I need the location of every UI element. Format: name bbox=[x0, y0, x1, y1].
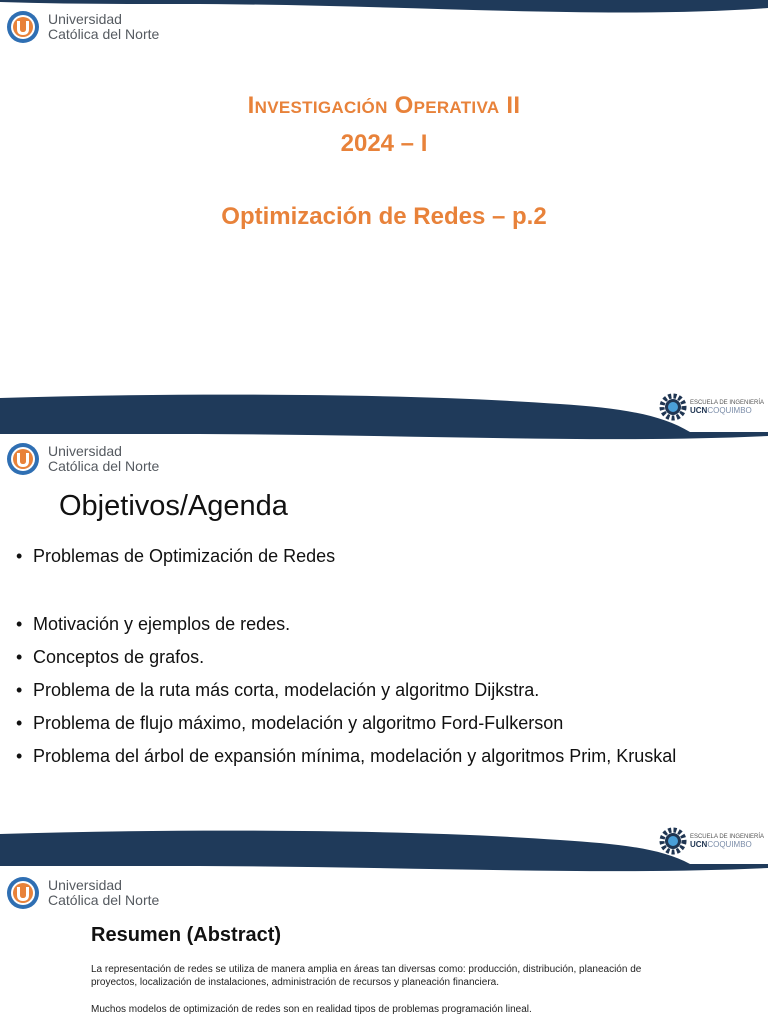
university-seal-icon bbox=[6, 442, 40, 476]
ucn-label: UCN bbox=[689, 840, 708, 849]
top-navy-band bbox=[0, 864, 768, 876]
university-logo bbox=[6, 442, 159, 476]
agenda-heading: Objetivos/Agenda bbox=[59, 490, 288, 522]
abstract-paragraph-1 bbox=[91, 963, 731, 989]
university-name-line1: Universidad bbox=[48, 11, 122, 27]
university-logo bbox=[6, 876, 159, 910]
university-name-line2: Católica del Norte bbox=[48, 458, 160, 474]
semester: 2024 – I bbox=[340, 130, 428, 157]
list-item: • Problema de la ruta más corta, modelación y algoritmo Dijkstra. bbox=[16, 680, 540, 700]
engineering-school-logo bbox=[658, 392, 764, 422]
university-name-line1: Universidad bbox=[48, 877, 122, 893]
university-name-line2: Católica del Norte bbox=[48, 26, 160, 42]
ucn-label: UCN bbox=[689, 406, 708, 415]
slide-abstract bbox=[0, 864, 768, 1024]
list-item: • Problemas de Optimización de Redes bbox=[16, 546, 336, 566]
abstract-paragraph-2: Muchos modelos de optimización de redes son en realidad tipos de problemas programación lineal. bbox=[91, 1004, 532, 1015]
gear-icon bbox=[658, 392, 688, 422]
city-label: COQUIMBO bbox=[707, 406, 752, 415]
city-label: COQUIMBO bbox=[707, 840, 752, 849]
school-label: ESCUELA DE INGENIERÍA bbox=[689, 400, 764, 406]
slide-title bbox=[0, 0, 768, 432]
university-seal-icon bbox=[6, 876, 40, 910]
abstract-paragraph-1-line1: La representación de redes se utiliza de manera amplia en áreas tan diversas como: producción, distribución, planeación de bbox=[91, 964, 642, 975]
bottom-navy-band bbox=[0, 392, 768, 432]
engineering-school-logo bbox=[658, 826, 764, 856]
list-item: • Problema de flujo máximo, modelación y algoritmo Ford-Fulkerson bbox=[16, 713, 564, 733]
list-item: • Problema del árbol de expansión mínima, modelación y algoritmos Prim, Kruskal bbox=[16, 746, 677, 766]
university-name-line1: Universidad bbox=[48, 443, 122, 459]
gear-icon bbox=[658, 826, 688, 856]
university-name-line2: Católica del Norte bbox=[48, 892, 160, 908]
abstract-paragraph-1-line2: proyectos, localización de instalaciones, administración de recursos y planeación financiera. bbox=[91, 977, 499, 988]
lecture-title: Optimización de Redes – p.2 bbox=[221, 203, 547, 230]
abstract-heading: Resumen (Abstract) bbox=[91, 924, 282, 946]
university-logo bbox=[6, 10, 159, 44]
list-item: • Motivación y ejemplos de redes. bbox=[16, 614, 291, 634]
slide-agenda bbox=[0, 432, 768, 864]
course-title: Investigación Operativa II bbox=[247, 92, 521, 119]
bottom-navy-band bbox=[0, 828, 768, 864]
list-item: • Conceptos de grafos. bbox=[16, 647, 205, 667]
school-label: ESCUELA DE INGENIERÍA bbox=[689, 834, 764, 840]
university-seal-icon bbox=[6, 10, 40, 44]
